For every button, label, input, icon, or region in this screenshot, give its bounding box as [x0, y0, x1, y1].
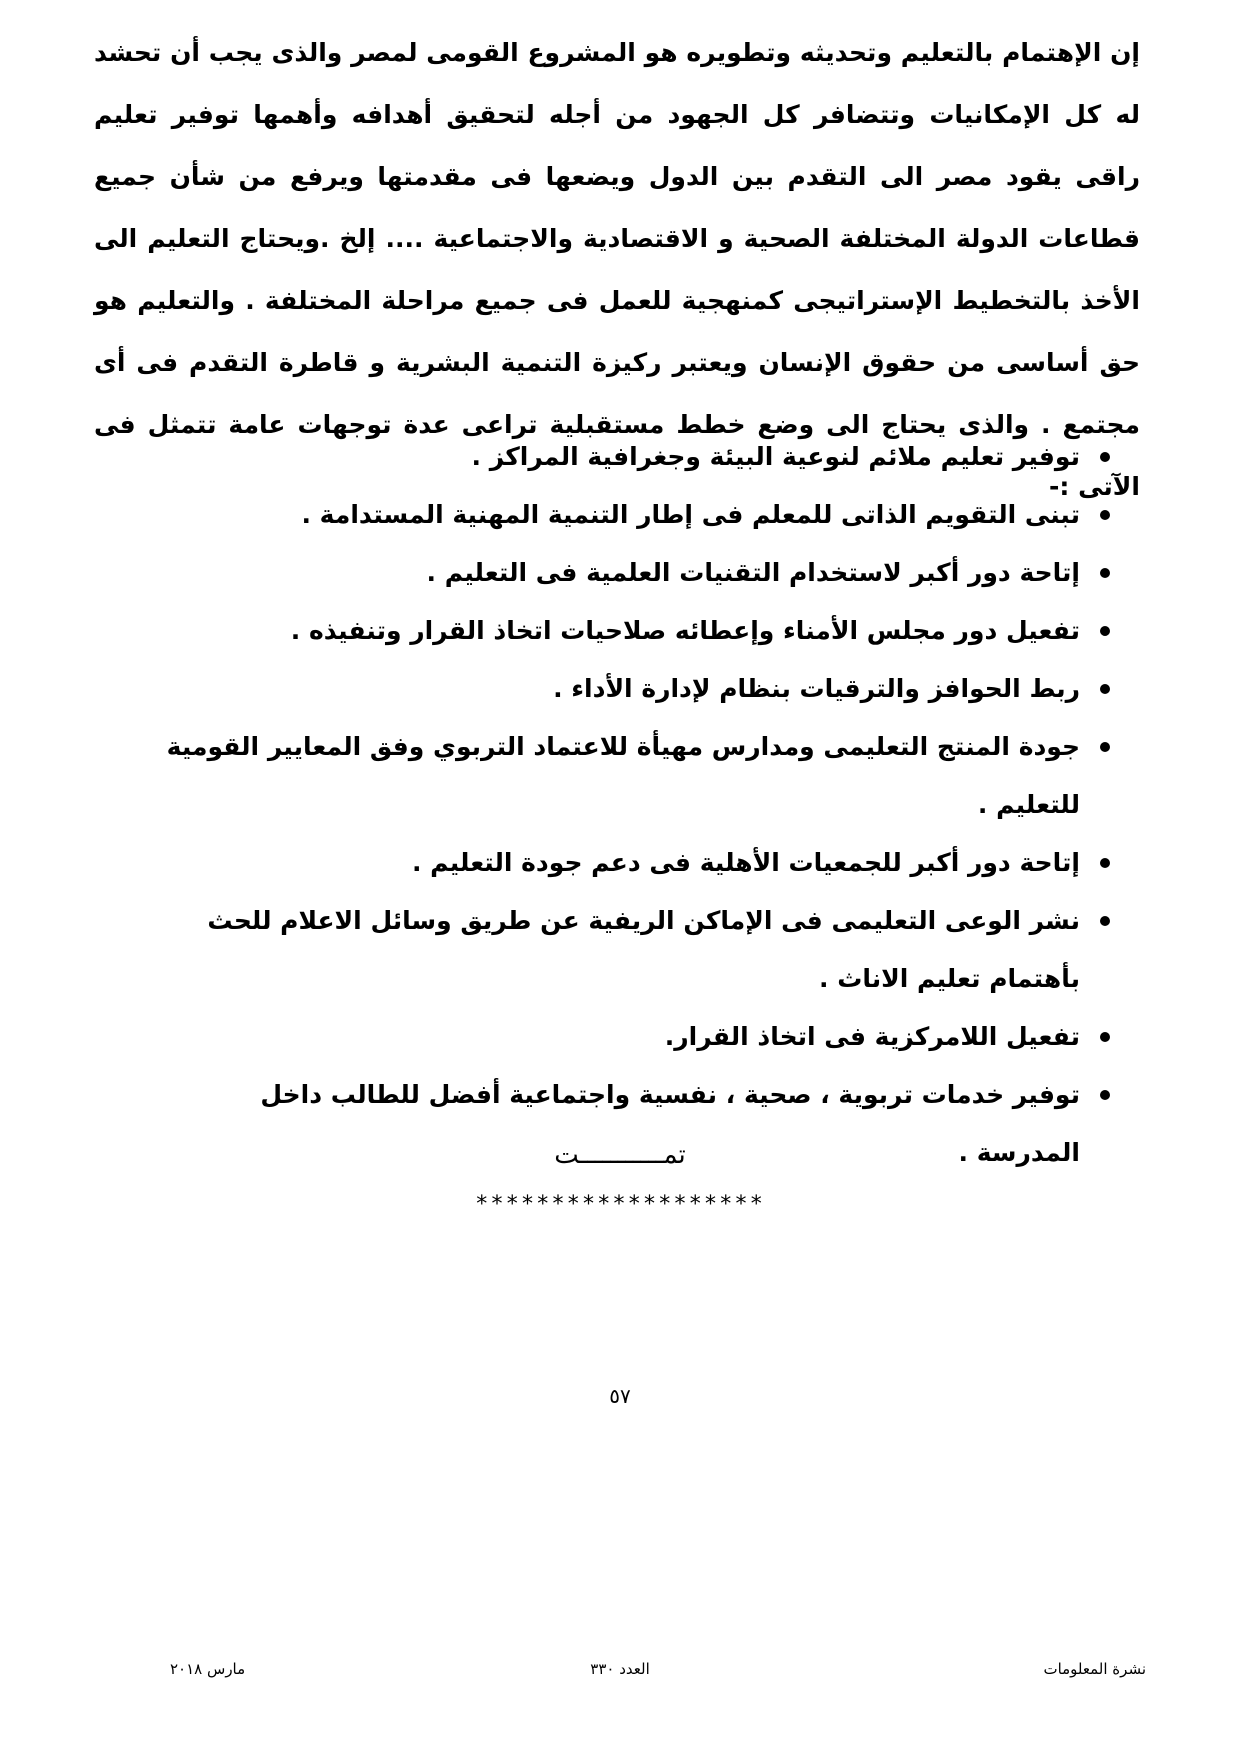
list-item-text: تبنى التقويم الذاتى للمعلم فى إطار التنمية المهنية المستدامة .: [301, 500, 1080, 529]
end-mark: تمـــــــــــت: [554, 1140, 686, 1170]
list-item-text: تفعيل دور مجلس الأمناء وإعطائه صلاحيات اتخاذ القرار وتنفيذه .: [290, 616, 1080, 645]
bullet-icon: [1100, 684, 1110, 694]
page-number: ٥٧: [609, 1384, 631, 1408]
list-item-text: جودة المنتج التعليمى ومدارس مهيأة للاعتماد التربوي وفق المعايير القومية للتعليم .: [166, 732, 1080, 819]
footer-date: مارس ٢٠١٨: [170, 1660, 246, 1678]
bullet-icon: [1100, 1090, 1110, 1100]
footer-publication: نشرة المعلومات: [1043, 1660, 1146, 1678]
bullet-icon: [1100, 626, 1110, 636]
list-item: [150, 718, 1110, 834]
list-item: [150, 1008, 1110, 1066]
bullet-icon: [1100, 452, 1110, 462]
list-item: [150, 660, 1110, 718]
bullet-icon: [1100, 510, 1110, 520]
bullet-icon: [1100, 1032, 1110, 1042]
list-item-text: إتاحة دور أكبر للجمعيات الأهلية فى دعم جودة التعليم .: [411, 848, 1080, 877]
list-item-text: ربط الحوافز والترقيات بنظام لإدارة الأداء .: [553, 674, 1080, 703]
list-item-text: نشر الوعى التعليمى فى الإماكن الريفية عن طريق وسائل الاعلام للحث بأهتمام تعليم الاناث .: [207, 906, 1080, 993]
list-item-text: إتاحة دور أكبر لاستخدام التقنيات العلمية فى التعليم .: [426, 558, 1080, 587]
bullet-list: [150, 428, 1110, 1182]
bullet-icon: [1100, 568, 1110, 578]
list-item: [150, 428, 1110, 486]
list-item: [150, 544, 1110, 602]
star-divider: *******************: [475, 1192, 765, 1217]
bullet-icon: [1100, 742, 1110, 752]
bullet-icon: [1100, 858, 1110, 868]
intro-paragraph: إن الإهتمام بالتعليم وتحديثه وتطويره هو المشروع القومى لمصر والذى يجب أن تحشد له كل الإمكانيات وتتضافر كل الجهود من أجله لتحقيق أهدافه وأهمها توفير تعليم راقى يقود مصر الى التقدم بين الدول ويضعها فى مقدمتها ويرفع من شأن جميع قطاعات الدولة المختلفة الصحية و الاقتصادية والاجتماعية .... إلخ .ويحتاج التعليم الى الأخذ بالتخطيط الإستراتيجى كمنهجية للعمل فى جميع مراحلة المختلفة . والتعليم هو حق أساسى من حقوق الإنسان ويعتبر ركيزة التنمية البشرية و قاطرة التقدم فى أى مجتمع . والذى يحتاج الى وضع خطط مستقبلية تراعى عدة توجهات عامة تتمثل فى الآتى :-: [94, 38, 1140, 501]
list-item: [150, 834, 1110, 892]
list-item-text: توفير تعليم ملائم لنوعية البيئة وجغرافية المراكز .: [471, 442, 1080, 471]
list-item: [150, 486, 1110, 544]
list-item: [150, 892, 1110, 1008]
footer-issue: العدد ٣٣٠: [590, 1660, 650, 1678]
list-item-text: تفعيل اللامركزية فى اتخاذ القرار.: [664, 1022, 1080, 1051]
bullet-icon: [1100, 916, 1110, 926]
list-item-text: توفير خدمات تربوية ، صحية ، نفسية واجتماعية أفضل للطالب داخل المدرسة .: [260, 1080, 1080, 1167]
list-item: [150, 602, 1110, 660]
